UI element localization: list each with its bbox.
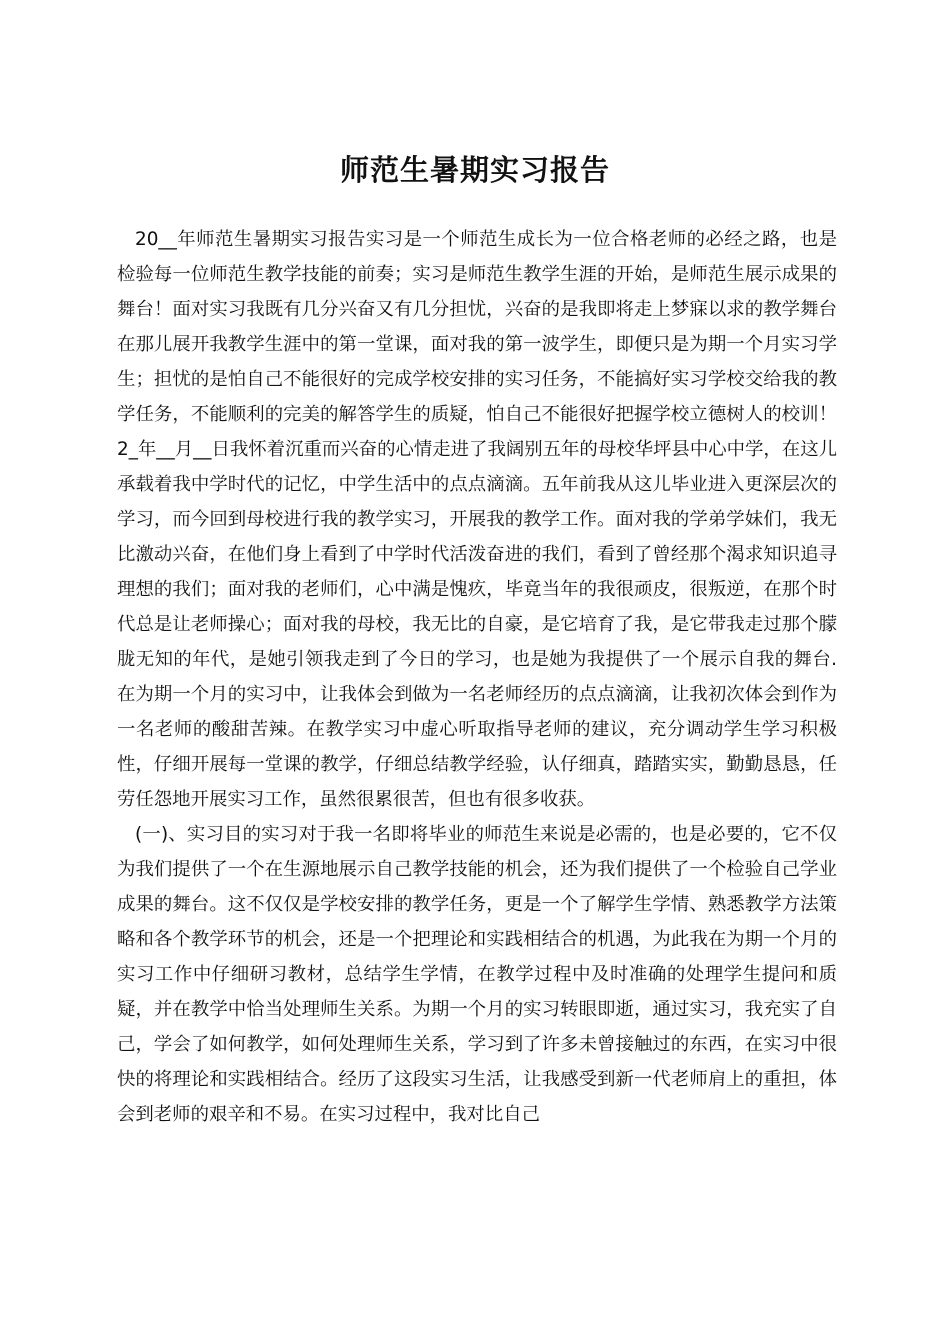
document-body	[117, 222, 837, 1132]
paragraph-purpose: (一)、实习目的实习对于我一名即将毕业的师范生来说是必需的，也是必要的，它不仅为我们提供了一个在生源地展示自己教学技能的机会，还为我们提供了一个检验自己学业成果的舞台。这不仅仅是学校安排的教学任务，更是一个了解学生学情、熟悉教学方法策略和各个教学环节的机会，还是一个把理论和实践相结合的机遇，为此我在为期一个月的实习工作中仔细研习教材，总结学生学情，在教学过程中及时准确的处理学生提问和质疑，并在教学中恰当处理师生关系。为期一个月的实习转眼即逝，通过实习，我充实了自己，学会了如何教学，如何处理师生关系，学习到了许多未曾接触过的东西，在实习中很快的将理论和实践相结合。经历了这段实习生活，让我感受到新一代老师肩上的重担，体会到老师的艰辛和不易。在实习过程中，我对比自己	[117, 824, 837, 1125]
paragraph-intro: 20__年师范生暑期实习报告实习是一个师范生成长为一位合格老师的必经之路，也是检验每一位师范生教学技能的前奏；实习是师范生教学生涯的开始，是师范生展示成果的舞台！面对实习我既有几分兴奋又有几分担忧，兴奋的是我即将走上梦寐以求的教学舞台在那儿展开我教学生涯中的第一堂课，面对我的第一波学生，即便只是为期一个月实习学生；担忧的是怕自己不能很好的完成学校安排的实习任务，不能搞好实习学校交给我的教学任务，不能顺利的完美的解答学生的质疑，怕自己不能很好把握学校立德树人的校训！2_年__月__日我怀着沉重而兴奋的心情走进了我阔别五年的母校华坪县中心中学，在这儿承载着我中学时代的记忆，中学生活中的点点滴滴。五年前我从这儿毕业进入更深层次的学习，而今回到母校进行我的教学实习，开展我的教学工作。面对我的学弟学妹们，我无比激动兴奋，在他们身上看到了中学时代活泼奋进的我们，看到了曾经那个渴求知识追寻理想的我们；面对我的老师们，心中满是愧疚，毕竟当年的我很顽皮，很叛逆，在那个时代总是让老师操心；面对我的母校，我无比的自豪，是它培育了我，是它带我走过那个朦胧无知的年代，是她引领我走到了今日的学习，也是她为我提供了一个展示自我的舞台.在为期一个月的实习中，让我体会到做为一名老师经历的点点滴滴，让我初次体会到作为一名老师的酸甜苦辣。在教学实习中虚心听取指导老师的建议，充分调动学生学习积极性，仔细开展每一堂课的教学，仔细总结教学经验，认仔细真，踏踏实实，勤勤恳恳，任劳任怨地开展实习工作，虽然很累很苦，但也有很多收获。	[117, 229, 837, 810]
document-title: 师范生暑期实习报告	[339, 153, 610, 188]
